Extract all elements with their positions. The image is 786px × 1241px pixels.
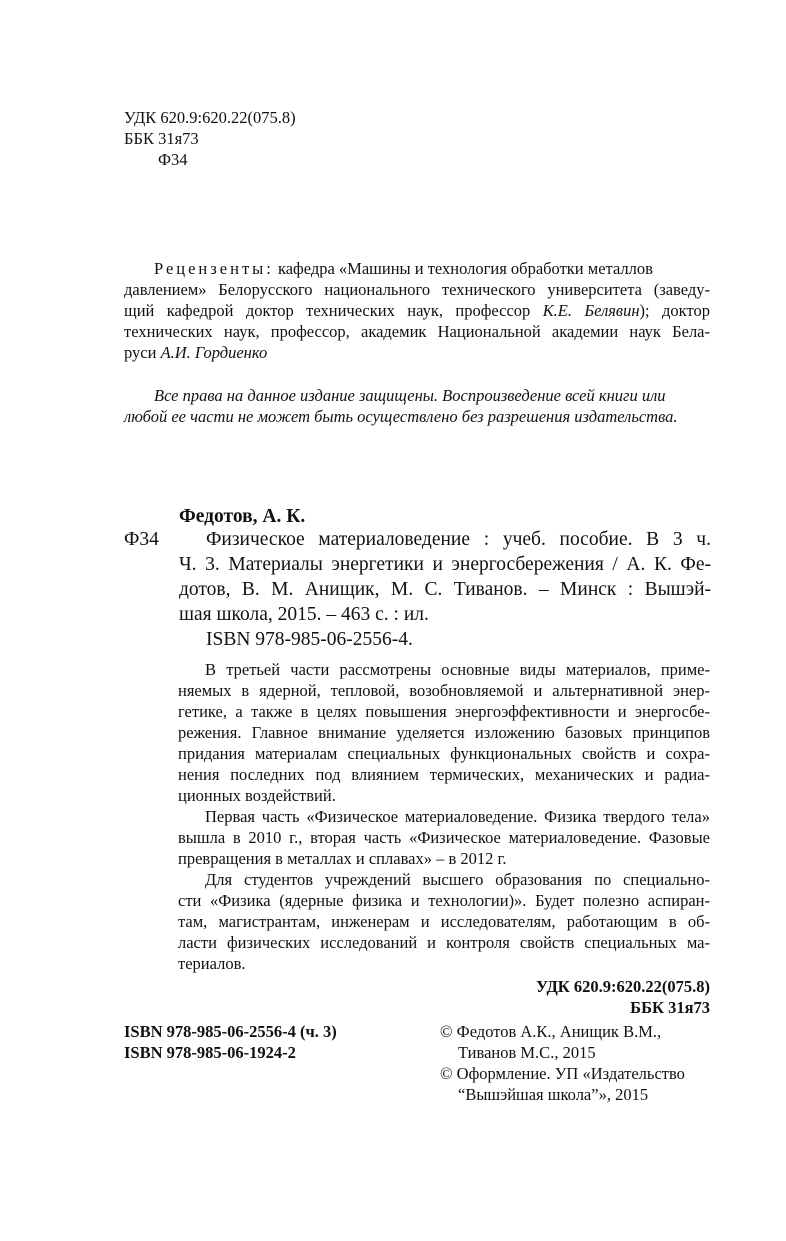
- catalog-isbn: ISBN 978-985-06-2556-4.: [206, 629, 413, 650]
- isbn-part-text: ISBN 978-985-06-2556-4 (ч. 3): [124, 1022, 337, 1041]
- copyright-authors-1: © Федотов А.К., Анищик В.М.,: [440, 1022, 662, 1041]
- reviewer-name-belyavin: К.Е. Белявин: [542, 301, 640, 320]
- reviewers-line-1: [154, 258, 710, 279]
- reviewers-line-3: [124, 300, 710, 321]
- isbn-set-text: ISBN 978-985-06-1924-2: [124, 1043, 296, 1062]
- abstract-p3-line: териалов.: [178, 954, 246, 973]
- catalog-code: Ф34: [124, 529, 159, 550]
- catalog-line-3: дотов, В. М. Анищик, М. С. Тиванов. – Минск : Вышэй-: [179, 579, 711, 600]
- reviewers-line-5-a: руси: [124, 343, 161, 362]
- abstract-p2-line: превращения в металлах и сплавах» – в 2012 г.: [178, 849, 507, 868]
- reviewers-line-3-a: щий кафедрой доктор технических наук, профессор: [124, 301, 543, 320]
- copyright-authors-2: Тиванов М.С., 2015: [458, 1043, 596, 1062]
- abstract-p1-line: ционных воздействий.: [178, 786, 336, 805]
- abstract-p1-line: гетике, а также в целях повышения энергоэффективности и энергосбе-: [178, 702, 710, 721]
- reviewers-line-5: [124, 342, 267, 363]
- udk-footer-text: УДК 620.9:620.22(075.8): [536, 977, 710, 996]
- abstract-p2-line: Первая часть «Физическое материаловедение. Физика твердого тела»: [205, 807, 710, 826]
- abstract-p1-line: В третьей части рассмотрены основные виды материалов, приме-: [205, 660, 710, 679]
- abstract-p1-line: режения. Главное внимание уделяется изложению базовых принципов: [178, 723, 710, 742]
- catalog-line-1: Физическое материаловедение : учеб. пособие. В 3 ч.: [206, 529, 711, 550]
- abstract-p2-line: вышла в 2010 г., вторая часть «Физическое материаловедение. Фазовые: [178, 828, 710, 847]
- copyright-publisher-1: © Оформление. УП «Издательство: [440, 1064, 685, 1083]
- abstract-p3-line: Для студентов учреждений высшего образования по специально-: [205, 870, 710, 889]
- rights-text-2: любой ее части не может быть осуществлено без разрешения издательства.: [124, 407, 678, 426]
- bbk-footer: [630, 997, 710, 1018]
- catalog-author: [179, 504, 305, 529]
- catalog-line-2: Ч. 3. Материалы энергетики и энергосбережения / А. К. Фе-: [179, 554, 711, 575]
- reviewer-name-gordienko: А.И. Гордиенко: [160, 343, 268, 362]
- abstract-p3-line: ласти физических исследований и контроля свойств специальных ма-: [178, 933, 710, 952]
- udk-header: УДК 620.9:620.22(075.8): [124, 108, 296, 127]
- abstract-p1-line: няемых в ядерной, тепловой, возобновляемой и альтернативной энер-: [178, 681, 710, 700]
- bbk-header: ББК 31я73: [124, 129, 199, 148]
- abstract-p3-line: сти «Физика (ядерные физика и технологии)». Будет полезно аспиран-: [178, 891, 710, 910]
- reviewers-label: Рецензенты:: [154, 259, 274, 278]
- bbk-footer-text: ББК 31я73: [630, 998, 710, 1017]
- rights-line-2: [124, 406, 710, 427]
- abstract-p1-line: придания материалам специальных функциональных свойств и сохра-: [178, 744, 710, 763]
- udk-footer: [536, 976, 710, 997]
- rights-line-1: [154, 385, 710, 406]
- author-sign-header: Ф34: [158, 150, 188, 169]
- rights-text-1: Все права на данное издание защищены. Воспроизведение всей книги или: [154, 386, 666, 405]
- catalog-line-4: шая школа, 2015. – 463 с. : ил.: [179, 604, 429, 625]
- isbn-set: [124, 1042, 296, 1063]
- reviewers-line-2: давлением» Белорусского национального технического университета (заведу-: [124, 280, 710, 299]
- reviewers-line-1-text: кафедра «Машины и технология обработки металлов: [277, 259, 653, 278]
- copyright-publisher-2: “Вышэйшая школа”», 2015: [458, 1085, 649, 1104]
- abstract-p3-line: там, магистрантам, инженерам и исследователям, работающим в об-: [178, 912, 710, 931]
- abstract-p1-line: нения последних под влиянием термических, механических и радиа-: [178, 765, 710, 784]
- isbn-part: [124, 1021, 337, 1042]
- reviewers-line-3-b: ); доктор: [639, 301, 710, 320]
- catalog-author-text: Федотов, А. К.: [179, 506, 306, 527]
- reviewers-line-4: технических наук, профессор, академик Национальной академии наук Бела-: [124, 322, 710, 341]
